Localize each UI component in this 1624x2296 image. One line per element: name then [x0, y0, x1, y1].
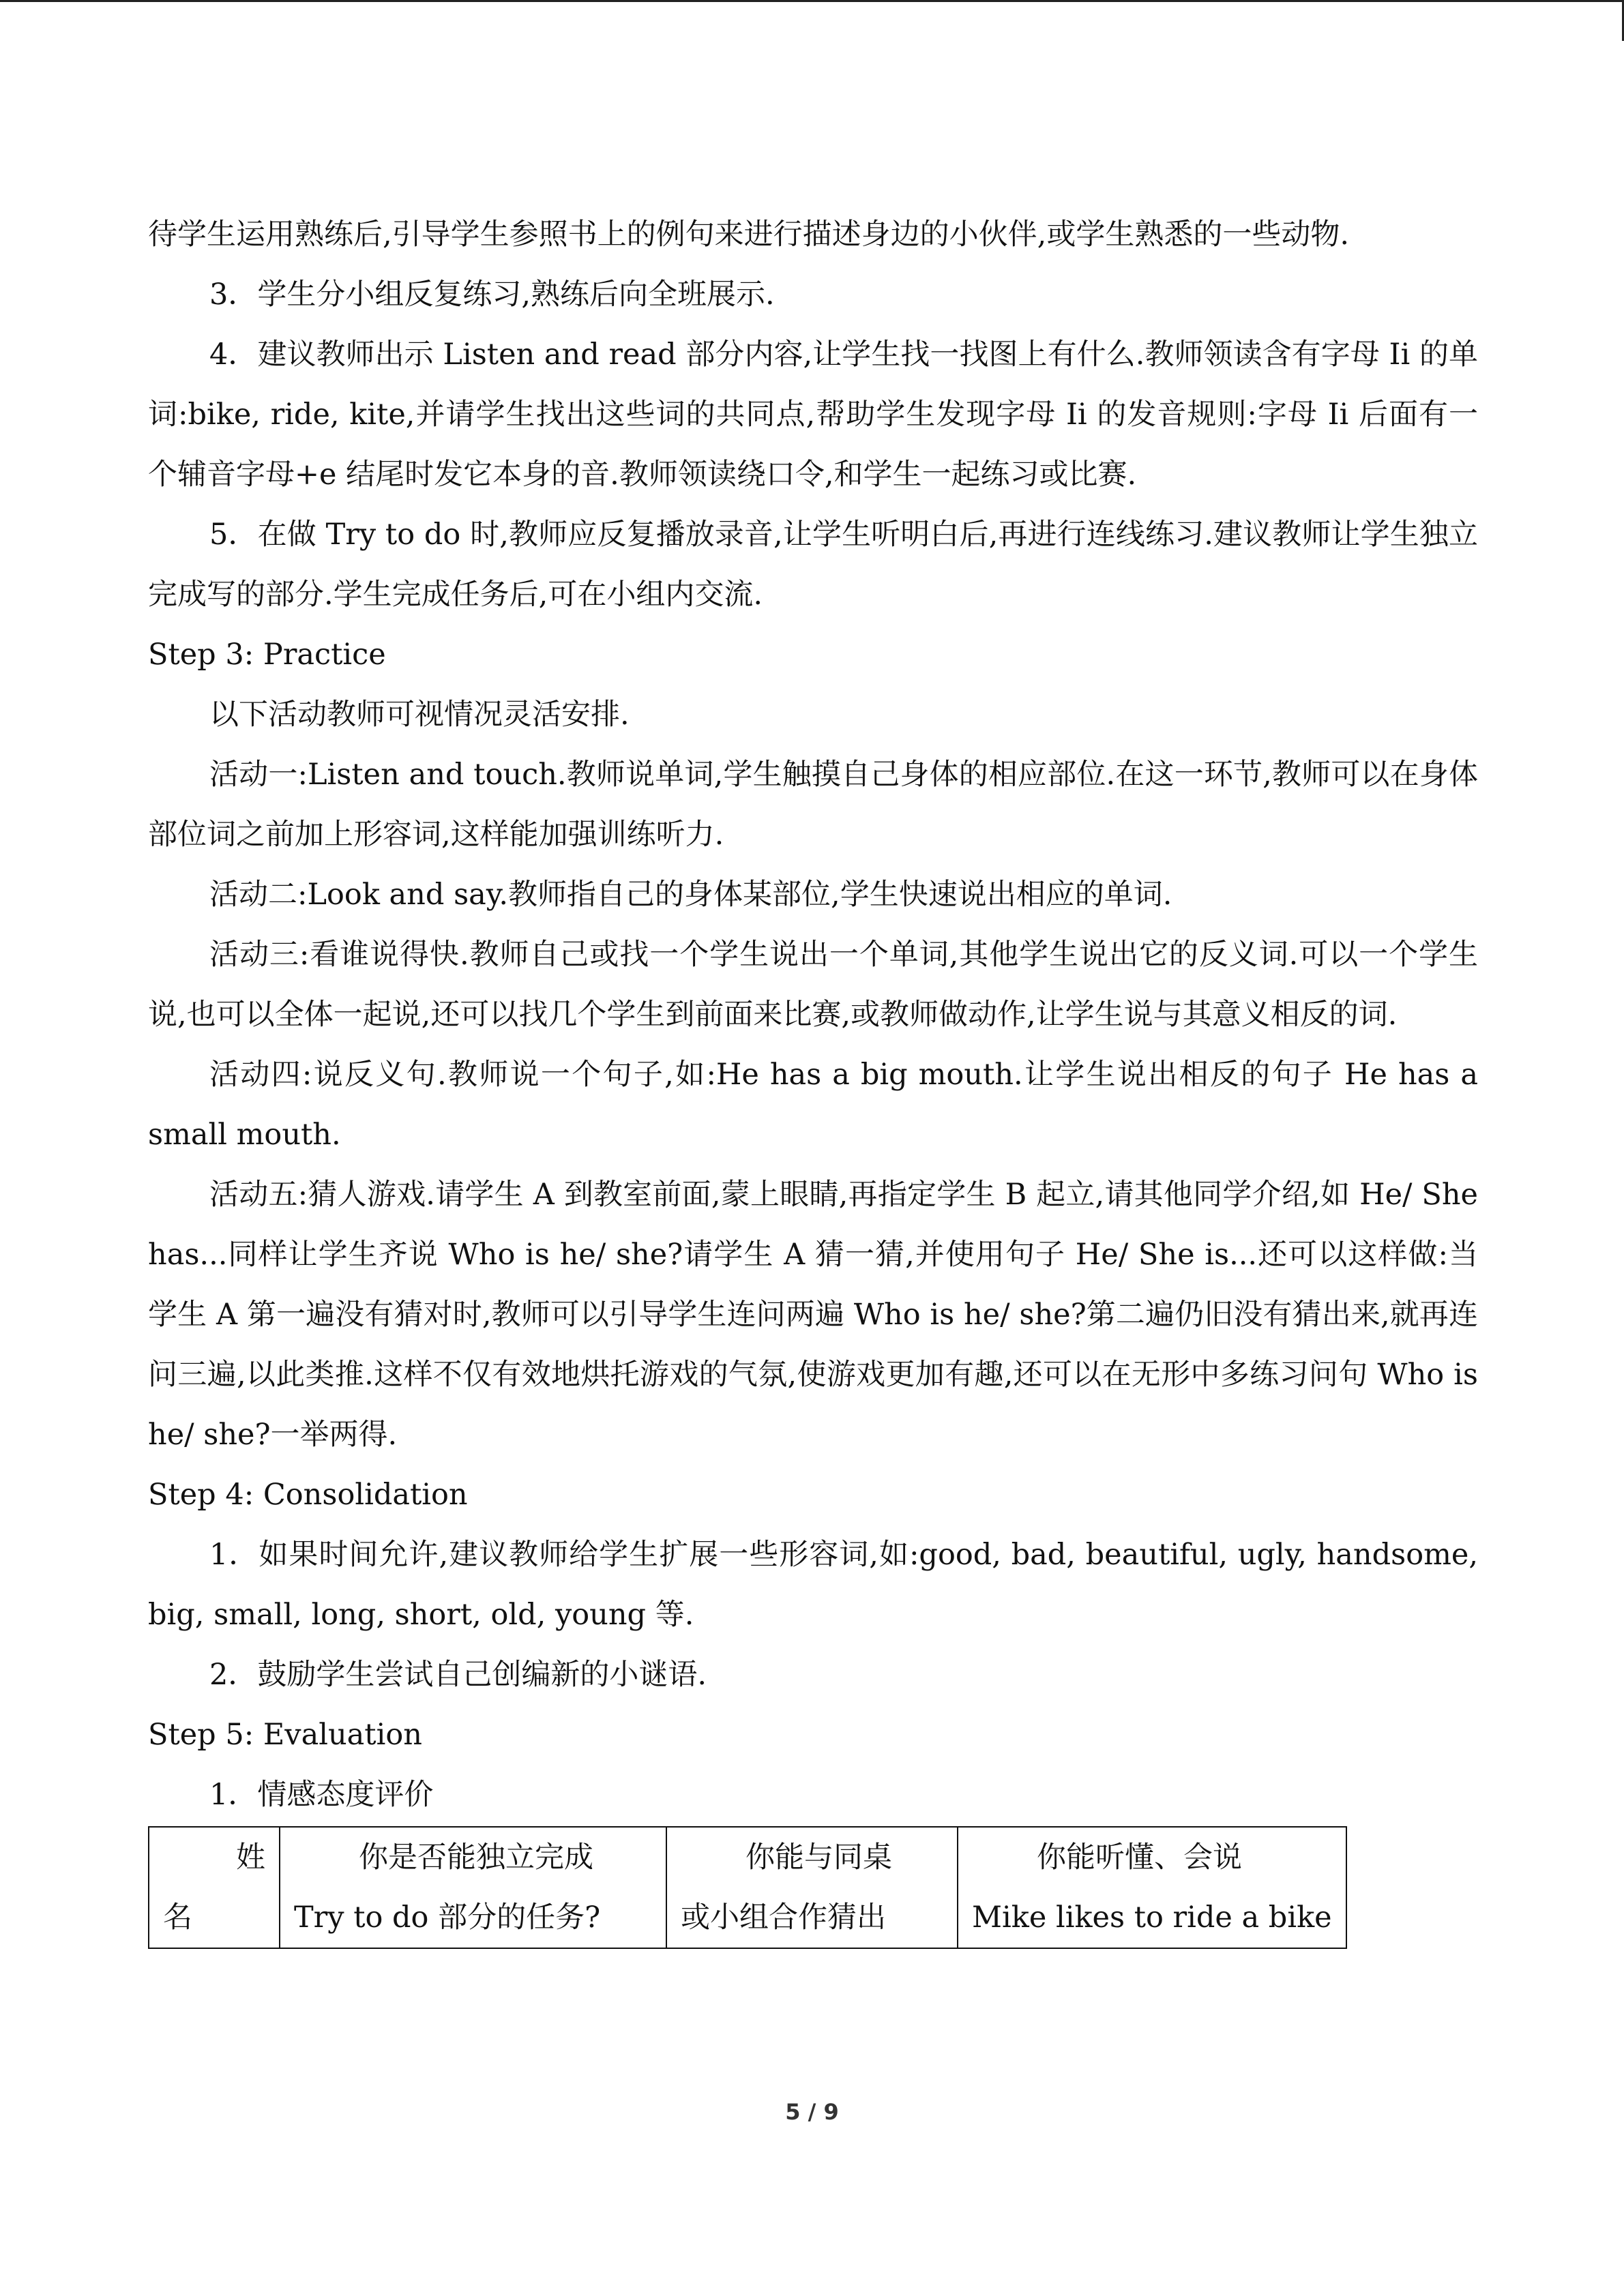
paragraph: 活动五:猜人游戏.请学生 A 到教室前面,蒙上眼睛,再指定学生 B 起立,请其他同学介绍,如 He/ She has...同样让学生齐说 Who is he/ she?请学生 A 猜一猜,并使用句子 He/ She is...还可以这样做:当学生 A 第一遍没有猜对时,教师可以引导学生连问两遍 Who is he/ she?第二遍仍旧没有猜出来,就再连问三遍,以此类推.这样不仅有效地烘托游戏的气氛,使游戏更加有趣,还可以在无形中多练习问句 Who is he/ she?一举两得. [148, 1178, 1478, 1452]
section-heading-practice: Step 3: Practice [148, 638, 386, 672]
paragraph: 以下活动教师可视情况灵活安排. [209, 698, 630, 732]
evaluation-table [148, 1826, 1347, 1949]
section-heading-consolidation: Step 4: Consolidation [148, 1478, 468, 1512]
paragraph: 活动一:Listen and touch.教师说单词,学生触摸自己身体的相应部位.在这一环节,教师可以在身体部位词之前加上形容词,这样能加强训练听力. [148, 758, 1478, 852]
table-cell-listening [958, 1827, 1346, 1948]
paragraph: 4．建议教师出示 Listen and read 部分内容,让学生找一找图上有什么.教师领读含有字母 Ii 的单词:bike, ride, kite,并请学生找出这些词的共同点,帮助学生发现字母 Ii 的发音规则:字母 Ii 后面有一个辅音字母+e 结尾时发它本身的音.教师领读绕口令,和学生一起练习或比赛. [148, 338, 1478, 492]
paragraph: 1．如果时间允许,建议教师给学生扩展一些形容词,如:good, bad, beautiful, ugly, handsome, big, small, long, short, old, young 等. [148, 1538, 1478, 1632]
table-cell-text: 姓 [236, 1840, 265, 1875]
paragraph: 活动四:说反义句.教师说一个句子,如:He has a big mouth.让学生说出相反的句子 He has a small mouth. [148, 1058, 1478, 1152]
page-number: 5 / 9 [785, 2099, 839, 2125]
table-row [149, 1827, 1346, 1948]
paragraph: 1．情感态度评价 [209, 1778, 434, 1812]
document-body [148, 205, 1478, 1949]
table-cell-text: 你能与同桌 [745, 1840, 892, 1875]
table-cell-text: 或小组合作猜出 [681, 1900, 886, 1935]
paragraph: 活动二:Look and say.教师指自己的身体某部位,学生快速说出相应的单词. [209, 878, 1172, 912]
section-heading-evaluation: Step 5: Evaluation [148, 1718, 422, 1752]
paragraph: 3．学生分小组反复练习,熟练后向全班展示. [209, 278, 775, 312]
paragraph: 5．在做 Try to do 时,教师应反复播放录音,让学生听明白后,再进行连线练习.建议教师让学生独立完成写的部分.学生完成任务后,可在小组内交流. [148, 518, 1478, 612]
paragraph: 活动三:看谁说得快.教师自己或找一个学生说出一个单词,其他学生说出它的反义词.可以一个学生说,也可以全体一起说,还可以找几个学生到前面来比赛,或教师做动作,让学生说与其意义相反的词. [148, 938, 1478, 1032]
top-border-line [0, 0, 1624, 2]
table-cell-text: Try to do 部分的任务? [294, 1900, 601, 1935]
table-cell-text: 你是否能独立完成 [359, 1840, 593, 1875]
paragraph: 2．鼓励学生尝试自己创编新的小谜语. [209, 1658, 707, 1692]
table-cell-cooperation [666, 1827, 958, 1948]
table-cell-text: 你能听懂、会说 [1037, 1840, 1242, 1875]
table-cell-text: 名 [163, 1900, 192, 1935]
table-cell-independent [280, 1827, 666, 1948]
table-cell-name [149, 1827, 280, 1948]
table-cell-text: Mike likes to ride a bike [972, 1900, 1332, 1935]
paragraph: 待学生运用熟练后,引导学生参照书上的例句来进行描述身边的小伙伴,或学生熟悉的一些动物. [148, 218, 1350, 252]
